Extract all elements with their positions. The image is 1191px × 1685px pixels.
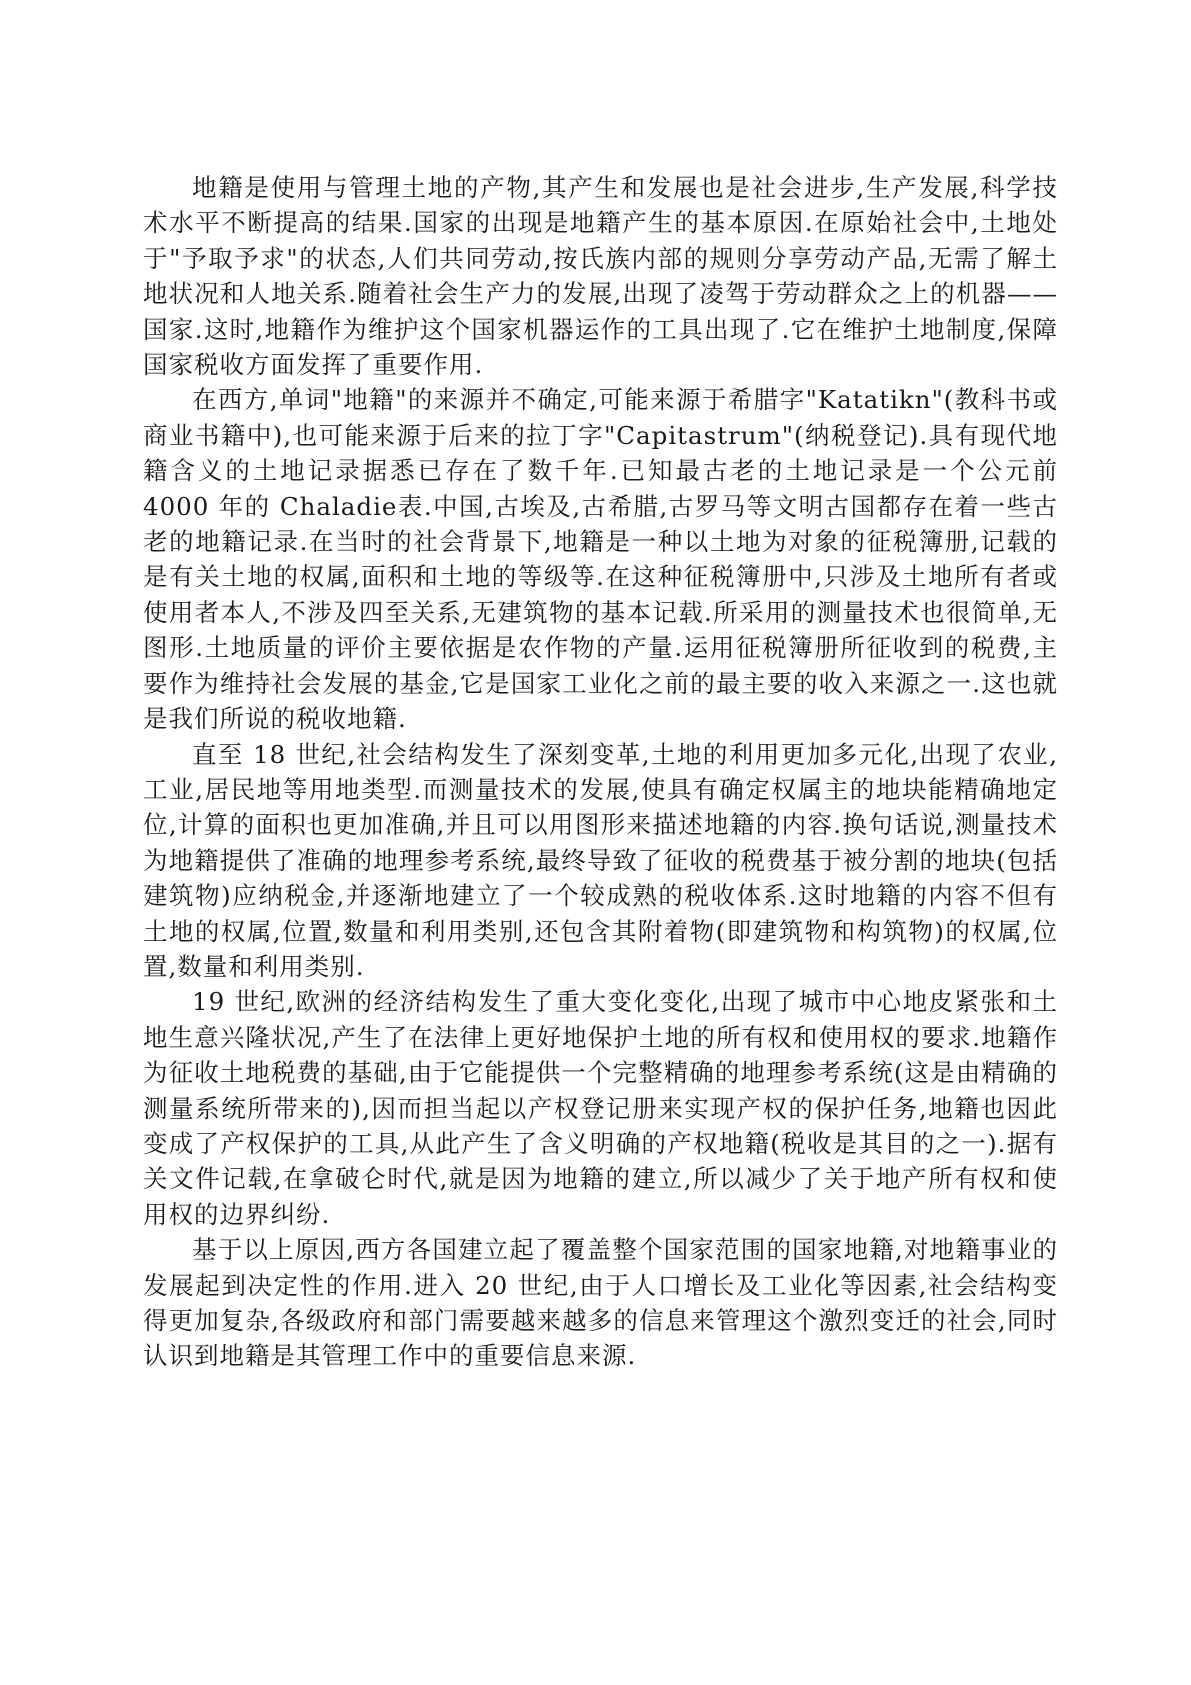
- paragraph-origin-of-cadastre: 地籍是使用与管理土地的产物,其产生和发展也是社会进步,生产发展,科学技术水平不断提高的结果.国家的出现是地籍产生的基本原因.在原始社会中,土地处于"予取予求"的状态,人们共同劳动,按氏族内部的规则分享劳动产品,无需了解土地状况和人地关系.随着社会生产力的发展,出现了凌驾于劳动群众之上的机器——国家.这时,地籍作为维护这个国家机器运作的工具出现了.它在维护土地制度,保障国家税收方面发挥了重要作用.: [143, 173, 1058, 380]
- paragraph-western-tax-cadastre: 在西方,单词"地籍"的来源并不确定,可能来源于希腊字"Katatikn"(教科书或商业书籍中),也可能来源于后来的拉丁字"Capitastrum"(纳税登记).具有现代地籍含义的土地记录据悉已存在了数千年.已知最古老的土地记录是一个公元前 4000 年的 Chaladie表.中国,古埃及,古希腊,古罗马等文明古国都存在着一些古老的地籍记录.在当时的社会背景下,地籍是一种以土地为对象的征税簿册,记载的是有关土地的权属,面积和土地的等级等.在这种征税簿册中,只涉及土地所有者或使用者本人,不涉及四至关系,无建筑物的基本记载.所采用的测量技术也很简单,无图形.土地质量的评价主要依据是农作物的产量.运用征税簿册所征收到的税费,主要作为维持社会发展的基金,它是国家工业化之前的最主要的收入来源之一.这也就是我们所说的税收地籍.: [143, 385, 1058, 734]
- paragraph-18th-century: 直至 18 世纪,社会结构发生了深刻变革,土地的利用更加多元化,出现了农业,工业,居民地等用地类型.而测量技术的发展,使具有确定权属主的地块能精确地定位,计算的面积也更加准确,并且可以用图形来描述地籍的内容.换句话说,测量技术为地籍提供了准确的地理参考系统,最终导致了征收的税费基于被分割的地块(包括建筑物)应纳税金,并逐渐地建立了一个较成熟的税收体系.这时地籍的内容不但有土地的权属,位置,数量和利用类别,还包含其附着物(即建筑物和构筑物)的权属,位置,数量和利用类别.: [143, 739, 1058, 981]
- document-body: [143, 170, 1058, 1374]
- paragraph-20th-century: 基于以上原因,西方各国建立起了覆盖整个国家范围的国家地籍,对地籍事业的发展起到决定性的作用.进入 20 世纪,由于人口增长及工业化等因素,社会结构变得更加复杂,各级政府和部门需要越来越多的信息来管理这个激烈变迁的社会,同时认识到地籍是其管理工作中的重要信息来源.: [143, 1235, 1058, 1371]
- paragraph-19th-century: 19 世纪,欧洲的经济结构发生了重大变化变化,出现了城市中心地皮紧张和土地生意兴隆状况,产生了在法律上更好地保护土地的所有权和使用权的要求.地籍作为征收土地税费的基础,由于它能提供一个完整精确的地理参考系统(这是由精确的测量系统所带来的),因而担当起以产权登记册来实现产权的保护任务,地籍也因此变成了产权保护的工具,从此产生了含义明确的产权地籍(税收是其目的之一).据有关文件记载,在拿破仑时代,就是因为地籍的建立,所以减少了关于地产所有权和使用权的边界纠纷.: [143, 987, 1058, 1229]
